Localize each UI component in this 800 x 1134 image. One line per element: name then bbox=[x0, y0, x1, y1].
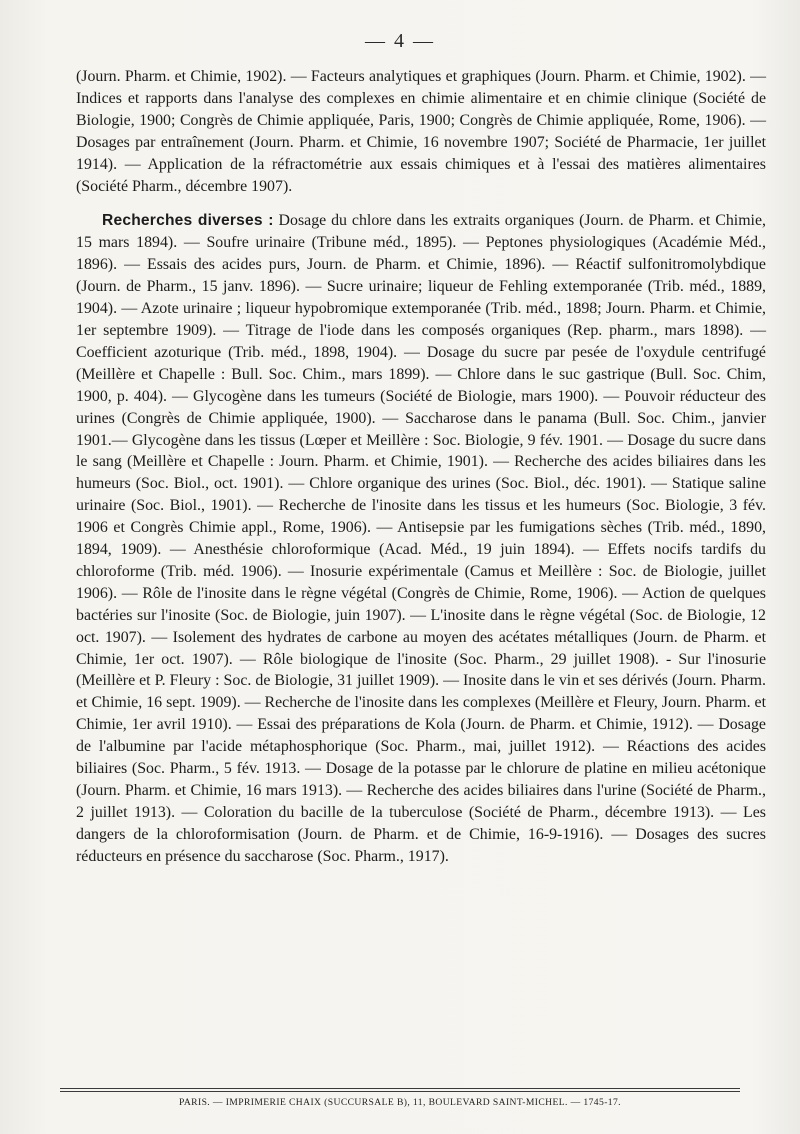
show-through-text bbox=[95, 978, 715, 1068]
paragraph-miscellaneous-research bbox=[76, 210, 766, 867]
page-number: — 4 — bbox=[365, 30, 435, 52]
printer-imprint: PARIS. — IMPRIMERIE CHAIX (SUCCURSALE B), 11, BOULEVARD SAINT-MICHEL. — 1745-17. bbox=[179, 1097, 621, 1108]
paragraph-analytical-methods: (Journ. Pharm. et Chimie, 1902). — Facteurs analytiques et graphiques (Journ. Pharm. et Chimie, 1902). — Indices et rapports dans l'analyse des complexes en chimie alimentaire et en chimie clinique (Société de Biologie, 1900; Congrès de Chimie appliquée, Paris, 1900; Congrès de Chimie appliquée, Rome, 1906). — Dosages par entraînement (Journ. Pharm. et Chimie, 16 novembre 1907; Société de Pharmacie, 1er juillet 1914). — Application de la réfractométrie aux essais chimiques et à l'essai des matières alimentaires (Société Pharm., décembre 1907). bbox=[76, 68, 766, 195]
footer-rule bbox=[60, 1091, 740, 1092]
section-body: Dosage du chlore dans les extraits organiques (Journ. de Pharm. et Chimie, 15 mars 1894). — Soufre urinaire (Tribune méd., 1895). — Peptones physiologiques (Académie Méd., 1896). — Essais des acides purs, Journ. de Pharm. et Chimie, 1896). — Réactif sulfonitromolybdique (Journ. de Pharm., 15 janv. 1896). — Sucre urinaire; liqueur de Fehling extemporanée (Trib. méd., 1889, 1904). — Azote urinaire ; liqueur hypobromique extemporanée (Trib. méd., 1898; Journ. Pharm. et Chimie, 1er septembre 1909). — Titrage de l'iode dans les composés organiques (Rep. pharm., mars 1898). — Coefficient azoturique (Trib. méd., 1898, 1904). — Dosage du sucre par pesée de l'oxydule centrifugé (Meillère et Chapelle : Bull. Soc. Chim., mars 1899). — Chlore dans le suc gastrique (Bull. Soc. Chim, 1900, p. 404). — Glycogène dans les tumeurs (Société de Biologie, mars 1900). — Pouvoir réducteur des urines (Congrès de Chimie appliquée, 1900). — Saccharose dans le panama (Bull. Soc. Chim., janvier 1901.— Glycogène dans les tissus (Lœper et Meillère : Soc. Biologie, 9 fév. 1901. — Dosage du sucre dans le sang (Meillère et Chapelle : Journ. Pharm. et Chimie, 1901). — Recherche des acides biliaires dans les humeurs (Soc. Biol., oct. 1901). — Chlore organique des urines (Soc. Biol., déc. 1901). — Statique saline urinaire (Soc. Biol., 1901). — Recherche de l'inosite dans les tissus et les humeurs (Soc. Biologie, 3 fév. 1906 et Congrès Chimie appl., Rome, 1906). — Antisepsie par les fumigations sèches (Trib. méd., 1890, 1894, 1909). — Anesthésie chloroformique (Acad. Méd., 19 juin 1894). — Effets nocifs tardifs du chloroforme (Trib. méd. 1906). — Inosurie expérimentale (Camus et Meillère : Soc. de Biologie, juillet 1906). — Rôle de l'inosite dans le règne végétal (Congrès de Chimie, Rome, 1906). — Action de quelques bactéries sur l'inosite (Soc. de Biologie, juin 1907). — L'inosite dans le règne végétal (Soc. de Biologie, 12 oct. 1907). — Isolement des hydrates de carbone au moyen des acétates métalliques (Journ. de Pharm. et Chimie, 1er oct. 1907). — Rôle biologique de l'inosite (Soc. Pharm., 29 juillet 1908). - Sur l'inosurie (Meillère et P. Fleury : Soc. de Biologie, 31 juillet 1909). — Inosite dans le vin et ses dérivés (Journ. Pharm. et Chimie, 16 sept. 1909). — Recherche de l'inosite dans les complexes (Meillère et Fleury, Journ. Pharm. et Chimie, 1er avril 1910). — Essai des préparations de Kola (Journ. de Pharm. et Chimie, 1912). — Dosage de l'albumine par l'acide métaphosphorique (Soc. Pharm., mai, juillet 1912). — Réactions des acides biliaires (Soc. Pharm., 5 fév. 1913. — Dosage de la potasse par le chlorure de platine en milieu acétonique (Journ. Pharm. et Chimie, 16 mars 1913). — Recherche des acides biliaires dans l'urine (Société de Pharm., 2 juillet 1913). — Coloration du bacille de la tuberculose (Société de Pharm., décembre 1913). — Les dangers de la chloroformisation (Journ. de Pharm. et de Chimie, 16-9-1916). — Dosages des sucres réducteurs en présence du saccharose (Soc. Pharm., 1917). bbox=[76, 212, 766, 865]
section-heading: Recherches diverses : bbox=[102, 212, 274, 230]
body-text bbox=[76, 66, 766, 868]
footer-rule bbox=[60, 1088, 740, 1089]
